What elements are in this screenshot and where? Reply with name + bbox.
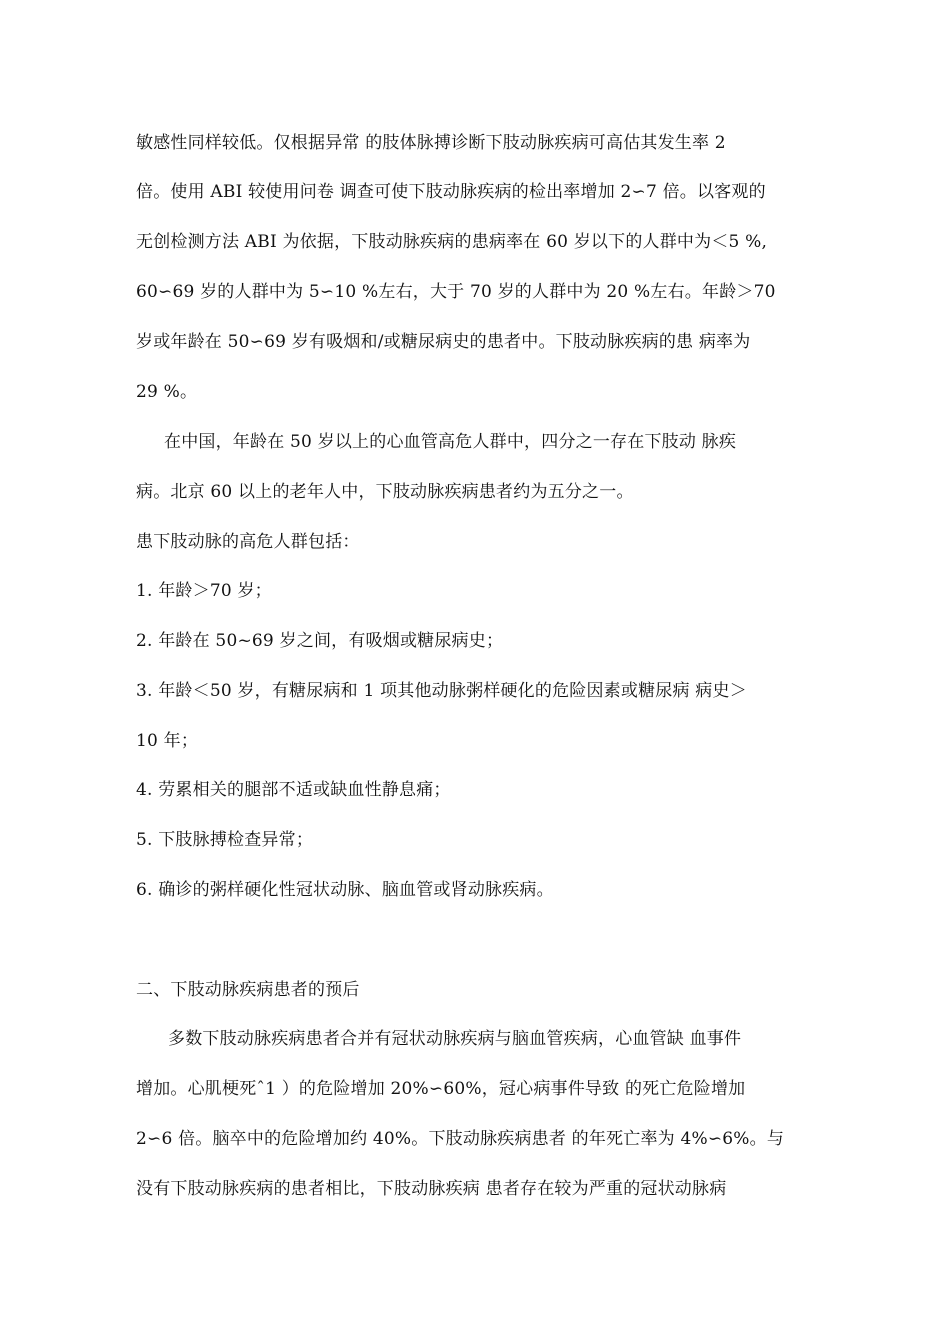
paragraph-line: 没有下肢动脉疾病的患者相比，下肢动脉疾病 患者存在较为严重的冠状动脉病 <box>136 1179 727 1199</box>
list-item: 3. 年龄＜50 岁，有糖尿病和 1 项其他动脉粥样硬化的危险因素或糖尿病 病史＞ <box>136 681 747 701</box>
list-item: 2. 年龄在 50~69 岁之间，有吸烟或糖尿病史； <box>136 631 504 651</box>
list-item: 6. 确诊的粥样硬化性冠状动脉、脑血管或肾动脉疾病。 <box>136 880 554 900</box>
list-item: 1. 年龄＞70 岁； <box>136 581 272 601</box>
paragraph-line: 无创检测方法 ABI 为依据，下肢动脉疾病的患病率在 60 岁以下的人群中为＜5 %, <box>136 232 768 252</box>
section-heading: 二、下肢动脉疾病患者的预后 <box>136 980 360 1000</box>
paragraph-line: 病。北京 60 以上的老年人中，下肢动脉疾病患者约为五分之一。 <box>136 482 634 502</box>
paragraph-line: 在中国，年龄在 50 岁以上的心血管高危人群中，四分之一存在下肢动 脉疾 <box>164 432 737 452</box>
paragraph-line: 倍。使用 ABI 较使用问卷 调查可使下肢动脉疾病的检出率增加 2∽7 倍。以客观的 <box>136 182 766 202</box>
list-item-continuation: 10 年； <box>136 731 199 751</box>
paragraph-line: 60∽69 岁的人群中为 5∽10 %左右，大于 70 岁的人群中为 20 %左右。年龄＞70 <box>136 282 776 302</box>
paragraph-line: 岁或年龄在 50∽69 岁有吸烟和/或糖尿病史的患者中。下肢动脉疾病的患 病率为 <box>136 332 751 352</box>
paragraph-line: 2∽6 倍。脑卒中的危险增加约 40%。下肢动脉疾病患者 的年死亡率为 4%∽6%。与 <box>136 1129 785 1149</box>
paragraph-line: 敏感性同样较低。仅根据异常 的肢体脉搏诊断下肢动脉疾病可高估其发生率 2 <box>136 133 726 153</box>
list-item: 5. 下肢脉搏检查异常； <box>136 830 314 850</box>
paragraph-line: 29 %。 <box>136 382 198 402</box>
paragraph-line: 多数下肢动脉疾病患者合并有冠状动脉疾病与脑血管疾病，心血管缺 血事件 <box>168 1029 742 1049</box>
list-item: 4. 劳累相关的腿部不适或缺血性静息痛； <box>136 780 451 800</box>
list-heading: 患下肢动脉的高危人群包括： <box>136 532 360 552</box>
paragraph-line: 增加。心肌梗死ˆ1 ）的危险增加 20%∽60%，冠心病事件导致 的死亡危险增加 <box>136 1079 746 1099</box>
